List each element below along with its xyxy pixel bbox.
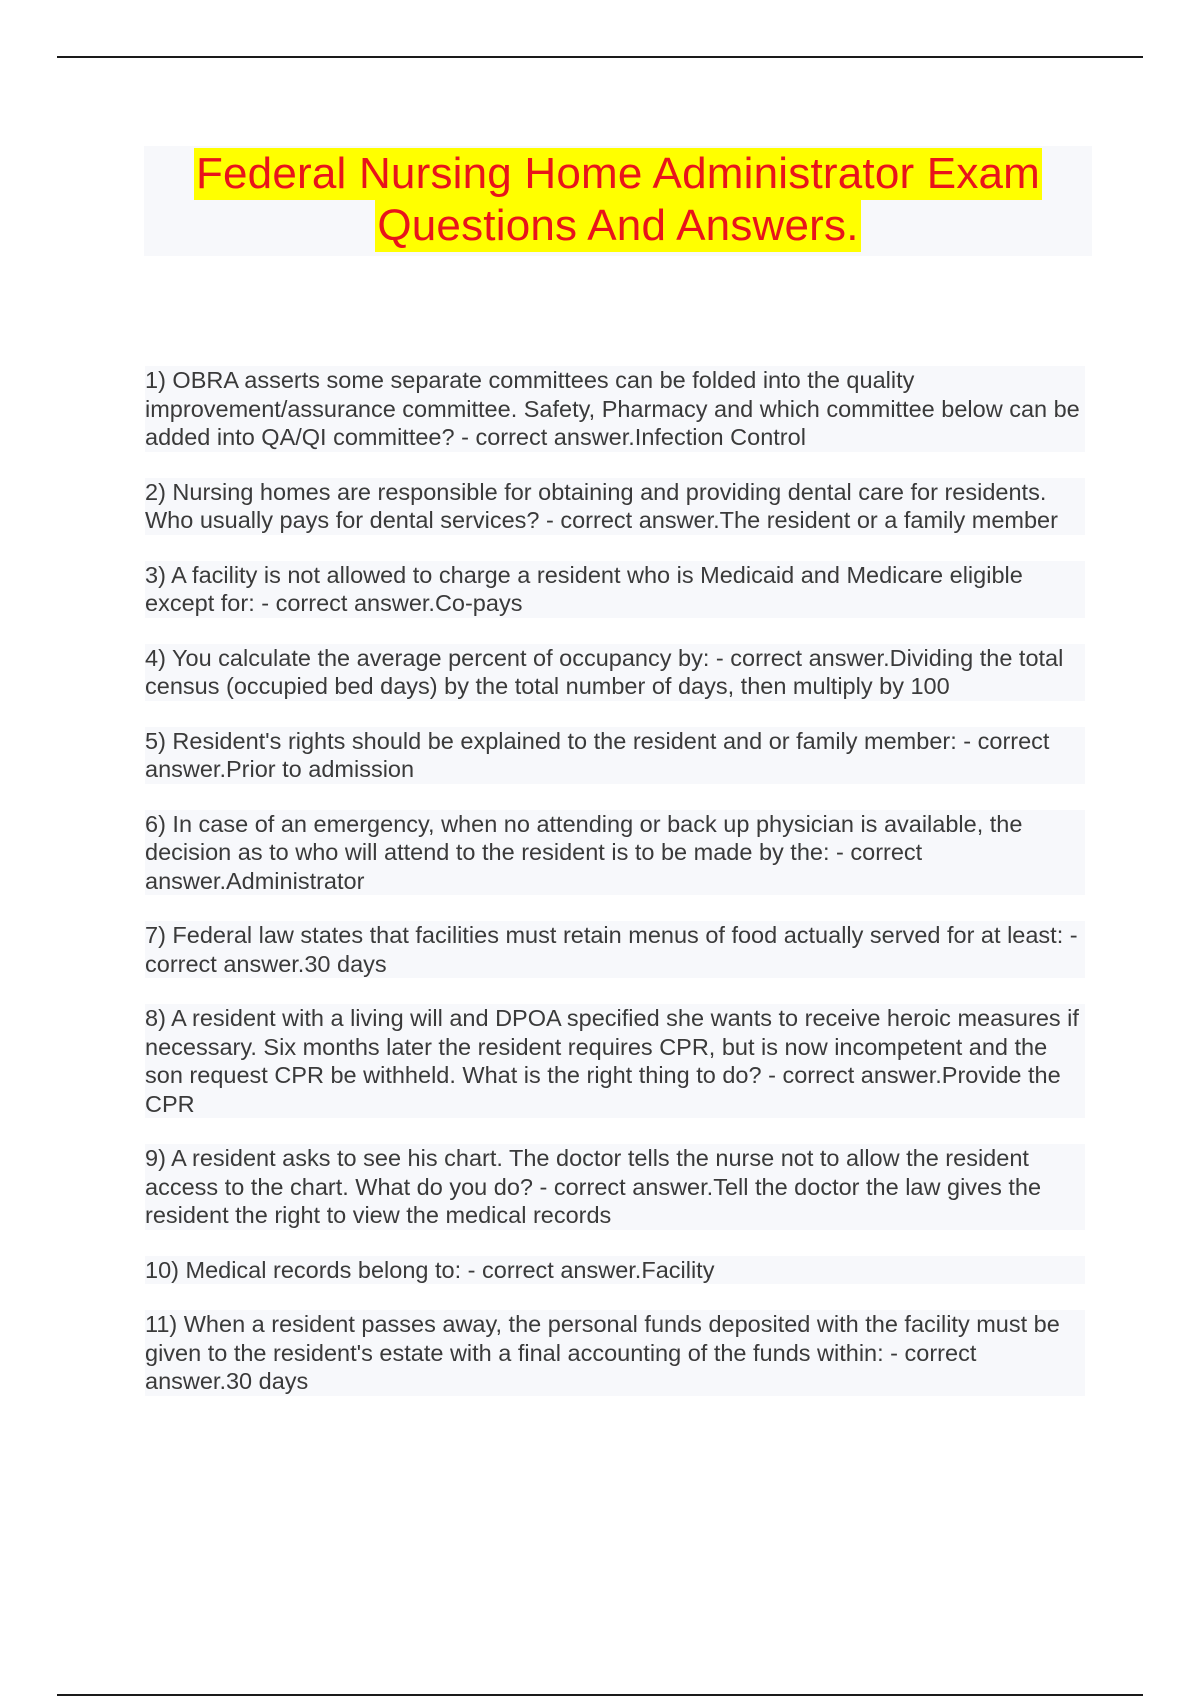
question-item: 9) A resident asks to see his chart. The doctor tells the nurse not to allow the resident access to the chart. What do you do? - correct answer.Tell the doctor the law gives the resident the right to view the medical records [145,1144,1085,1230]
bottom-rule [57,1694,1143,1696]
question-item: 3) A facility is not allowed to charge a resident who is Medicaid and Medicare eligible except for: - correct answer.Co-pays [145,561,1085,618]
question-item: 8) A resident with a living will and DPOA specified she wants to receive heroic measures if necessary. Six months later the resident requires CPR, but is now incompetent and the son request CPR be withheld. What is the right thing to do? - correct answer.Provide the CPR [145,1004,1085,1118]
question-item: 5) Resident's rights should be explained to the resident and or family member: - correct answer.Prior to admission [145,727,1085,784]
document-title [144,146,1092,256]
question-list [145,366,1085,1422]
question-item: 2) Nursing homes are responsible for obtaining and providing dental care for residents. Who usually pays for dental services? - correct answer.The resident or a family member [145,478,1085,535]
question-item: 10) Medical records belong to: - correct answer.Facility [145,1256,1085,1285]
title-line-2: Questions And Answers. [377,201,859,250]
question-item: 4) You calculate the average percent of occupancy by: - correct answer.Dividing the total census (occupied bed days) by the total number of days, then multiply by 100 [145,644,1085,701]
top-rule [57,56,1143,58]
question-item: 1) OBRA asserts some separate committees can be folded into the quality improvement/assurance committee. Safety, Pharmacy and which committee below can be added into QA/QI committee? - correct answer.Infection Control [145,366,1085,452]
question-item: 7) Federal law states that facilities must retain menus of food actually served for at least: - correct answer.30 days [145,921,1085,978]
question-item: 11) When a resident passes away, the personal funds deposited with the facility must be given to the resident's estate with a final accounting of the funds within: - correct answer.30 days [145,1310,1085,1396]
question-item: 6) In case of an emergency, when no attending or back up physician is available, the decision as to who will attend to the resident is to be made by the: - correct answer.Administrator [145,810,1085,896]
title-line-1: Federal Nursing Home Administrator Exam [195,149,1041,198]
